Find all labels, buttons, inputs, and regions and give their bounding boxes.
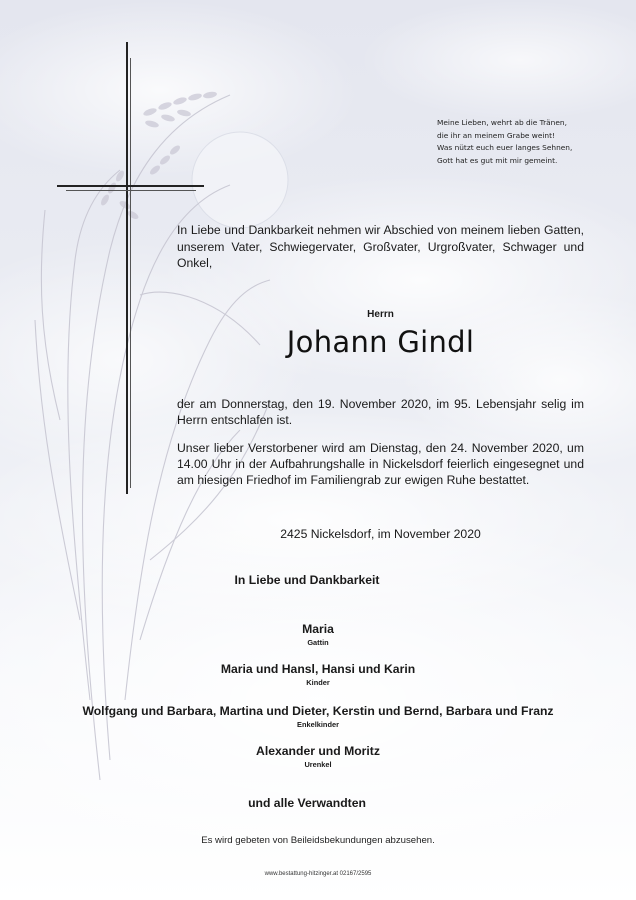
mourner-relation: Enkelkinder xyxy=(297,720,339,729)
poem-line: Gott hat es gut mit mir gemeint. xyxy=(437,155,558,165)
place-date: 2425 Nickelsdorf, im November 2020 xyxy=(280,527,481,541)
poem-line: die ihr an meinem Grabe weint! xyxy=(437,130,555,140)
family-line: und alle Verwandten xyxy=(248,796,366,810)
cross-horizontal-beam xyxy=(57,185,204,187)
condolence-request: Es wird gebeten von Beileidsbekundungen abzusehen. xyxy=(201,835,435,846)
death-notice: der am Donnerstag, den 19. November 2020, im 95. Lebensjahr selig im Herrn entschlafen ist. xyxy=(177,397,584,427)
mourner-group xyxy=(20,704,616,729)
intro-text: In Liebe und Dankbarkeit nehmen wir Abschied von meinem lieben Gatten, unserem Vater, Schwiegervater, Großvater, Urgroßvater, Schwager und Onkel, xyxy=(177,223,584,270)
mourner-names: Alexander und Moritz xyxy=(256,744,380,758)
mourner-relation: Urenkel xyxy=(304,760,332,769)
poem-line: Meine Lieben, wehrt ab die Tränen, xyxy=(437,118,567,127)
deceased-name: Johann Gindl xyxy=(286,325,475,359)
funeral-notice: Unser lieber Verstorbener wird am Dienstag, den 24. November 2020, um 14.00 Uhr in der Aufbahrungshalle in Nickelsdorf feierlich eingesegnet und am hiesigen Friedhof im Familiengrab zur ewigen Ruhe bestattet. xyxy=(177,441,584,487)
mourner-names: Maria und Hansl, Hansi und Karin xyxy=(220,662,416,676)
closing-line: In Liebe und Dankbarkeit xyxy=(234,573,380,587)
poem xyxy=(437,117,627,167)
footer-credit: www.bestattung-hitzinger.at 02167/2595 xyxy=(264,871,372,877)
poem-line: Was nützt euch euer langes Sehnen, xyxy=(437,143,573,153)
mourner-group xyxy=(20,744,616,769)
mourner-names: Wolfgang und Barbara, Martina und Dieter, Kerstin und Bernd, Barbara und Franz xyxy=(82,704,554,718)
cross-vertical-beam xyxy=(126,42,128,494)
cross-vertical-shadow xyxy=(130,58,131,488)
mourner-relation: Kinder xyxy=(306,678,330,687)
salutation: Herrn xyxy=(367,309,394,320)
mourner-group xyxy=(20,622,616,647)
mourner-names: Maria xyxy=(302,622,334,636)
mourner-group xyxy=(20,662,616,687)
mourner-relation: Gattin xyxy=(307,638,329,647)
cross-horizontal-shadow xyxy=(66,190,196,191)
